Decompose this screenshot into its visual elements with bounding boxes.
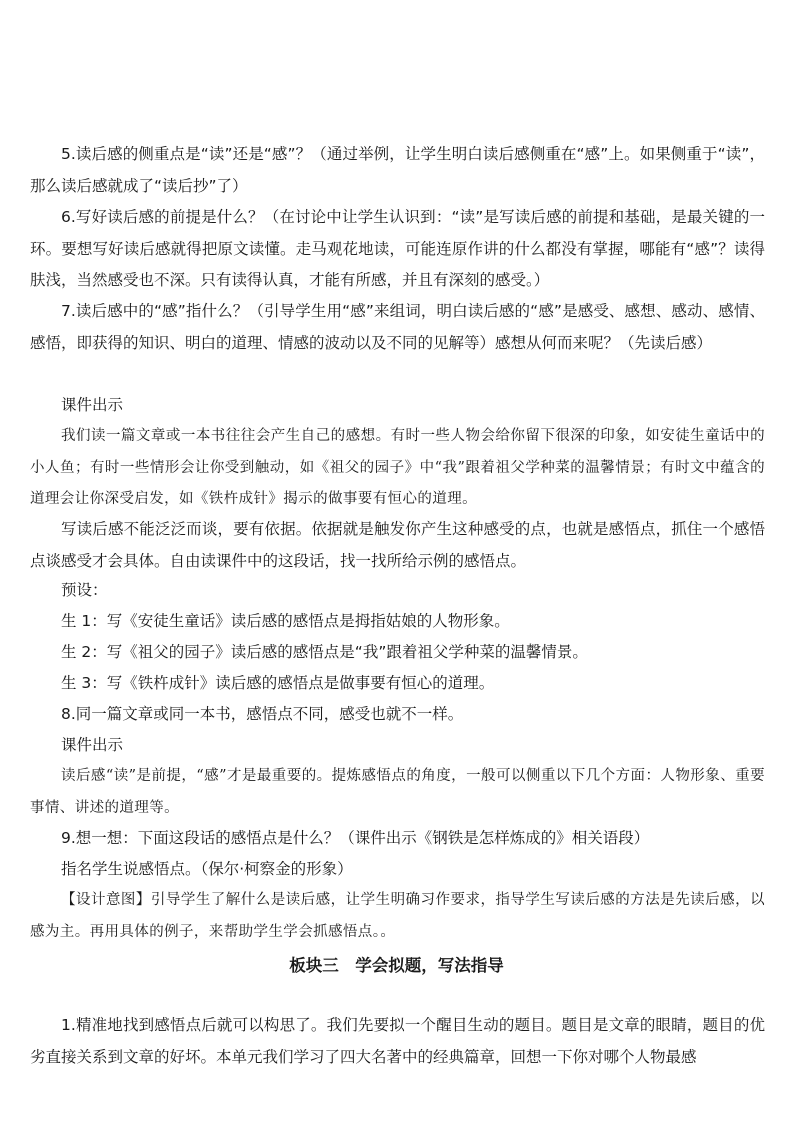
paragraph-8: 8.同一篇文章或同一本书，感悟点不同，感受也就不一样。 (61, 705, 464, 723)
paragraph-7: 7.读后感中的“感”指什么？（引导学生用“感”来组词，明白读后感的“感”是感受、感想、感动、感情、感悟，即获得的知识、明白的道理、情感的波动以及不同的见解等）感想从何而来呢？（先读后感） (30, 302, 765, 352)
paragraph-basis: 写读后感不能泛泛而谈，要有依据。依据就是触发你产生这种感受的点，也就是感悟点，抓住一个感悟点谈感受才会具体。自由读课件中的这段话，找一找所给示例的感悟点。 (30, 520, 765, 570)
paragraph-1: 1.精准地找到感悟点后就可以构思了。我们先要拟一个醒目生动的题目。题目是文章的眼睛，题目的优劣直接关系到文章的好坏。本单元我们学习了四大名著中的经典篇章，回想一下你对哪个人物最感 (30, 1016, 765, 1066)
student-answer-1: 生 1：写《安徒生童话》读后感的感悟点是拇指姑娘的人物形象。 (61, 612, 510, 630)
courseware-text-1: 我们读一篇文章或一本书往往会产生自己的感想。有时一些人物会给你留下很深的印象，如安徒生童话中的小人鱼；有时一些情形会让你受到触动，如《祖父的园子》中“我”跟着祖父学种菜的温馨情景；有时文中蕴含的道理会让你深受启发，如《铁杵成针》揭示的做事要有恒心的道理。 (30, 428, 765, 507)
section-heading: 板块三 学会拟题，写法指导 (289, 956, 504, 975)
paragraph-6: 6.写好读后感的前提是什么？（在讨论中让学生认识到：“读”是写读后感的前提和基础，是最关键的一环。要想写好读后感就得把原文读懂。走马观花地读，可能连原作讲的什么都没有掌握，哪能有“感”？读得肤浅，当然感受也不深。只有读得认真，才能有所感，并且有深刻的感受。） (30, 208, 765, 289)
paragraph-9: 9.想一想：下面这段话的感悟点是什么？（课件出示《钢铁是怎样炼成的》相关语段） (61, 829, 650, 847)
design-intent: 【设计意图】引导学生了解什么是读后感，让学生明确习作要求，指导学生写读后感的方法是先读后感，以感为主。再用具体的例子，来帮助学生学会抓感悟点。。 (30, 892, 765, 940)
preset-label: 预设： (61, 581, 108, 599)
courseware-label-2: 课件出示 (61, 736, 124, 754)
courseware-label-1: 课件出示 (61, 396, 124, 414)
paragraph-9-note: 指名学生说感悟点。（保尔·柯察金的形象） (61, 860, 353, 878)
student-answer-3: 生 3：写《铁杵成针》读后感的感悟点是做事要有恒心的道理。 (61, 674, 495, 692)
courseware-text-2: 读后感“读”是前提，“感”才是最重要的。提炼感悟点的角度，一般可以侧重以下几个方面：人物形象、重要事情、讲述的道理等。 (30, 768, 765, 816)
student-answer-2: 生 2：写《祖父的园子》读后感的感悟点是“我”跟着祖父学种菜的温馨情景。 (61, 643, 588, 661)
paragraph-5: 5.读后感的侧重点是“读”还是“感”？（通过举例，让学生明白读后感侧重在“感”上。如果侧重于“读”，那么读后感就成了“读后抄”了） (30, 145, 765, 195)
